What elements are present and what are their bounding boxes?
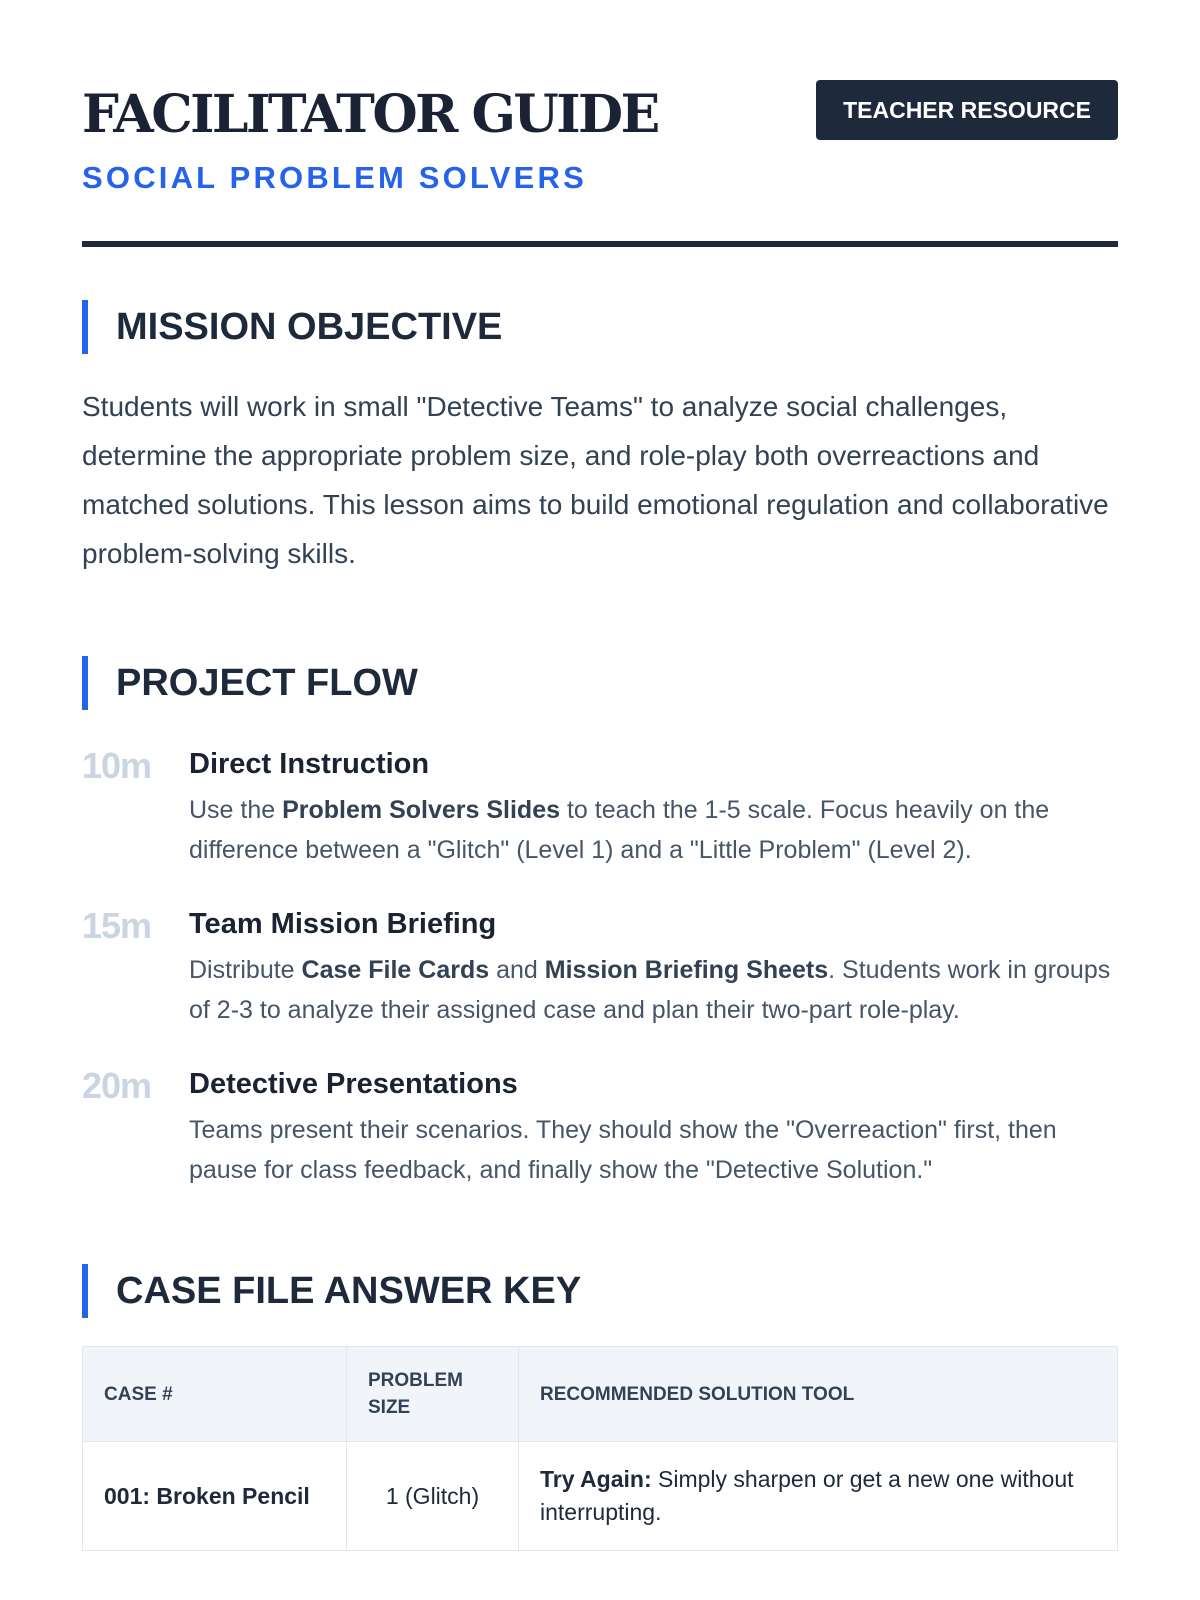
column-header-solution-tool: RECOMMENDED SOLUTION TOOL [519,1347,1118,1442]
table-header-row [83,1347,1118,1442]
step-description: Teams present their scenarios. They should show the "Overreaction" first, then pause for class feedback, and finally show the "Detective Solution." [189,1116,1057,1184]
step-description-text: . Students work in groups of 2-3 to analyze their assigned case and plan their two-part role-play. [189,956,1111,1024]
solution-tool-name: Try Again: [540,1466,652,1492]
project-flow-steps [82,746,1118,1190]
flow-step-team-mission-briefing [82,906,1118,1030]
mission-objective-heading: MISSION OBJECTIVE [82,300,1118,354]
material-name: Problem Solvers Slides [282,796,561,824]
step-description [189,950,1118,1030]
step-title: Team Mission Briefing [189,908,497,940]
page-subtitle: SOCIAL PROBLEM SOLVERS [82,160,588,195]
problem-size-cell: 1 (Glitch) [347,1442,519,1551]
step-description [189,790,1118,870]
step-body [189,906,1118,1030]
column-header-case: CASE # [83,1347,347,1442]
project-flow-heading: PROJECT FLOW [82,656,1118,710]
flow-step-direct-instruction [82,746,1118,870]
step-duration: 10m [82,745,152,786]
mission-objective-text: Students will work in small "Detective Teams" to analyze social challenges, determine the appropriate problem size, and role-play both overreactions and matched solutions. This lesson aims to build emotional regulation and collaborative problem-solving skills. [82,391,1109,569]
solution-tool-cell [519,1442,1118,1551]
step-description-text: Distribute [189,956,302,984]
step-duration: 15m [82,905,152,946]
solution-tool-description: Simply sharpen or get a new one without interrupting. [540,1466,1074,1525]
step-title: Direct Instruction [189,748,430,780]
teacher-resource-badge: TEACHER RESOURCE [816,80,1118,140]
answer-key-table [82,1346,1118,1551]
case-cell: 001: Broken Pencil [83,1442,347,1551]
step-title: Detective Presentations [189,1068,518,1100]
material-name: Mission Briefing Sheets [544,956,829,984]
flow-step-detective-presentations [82,1066,1118,1190]
material-name: Case File Cards [301,956,490,984]
step-body [189,746,1118,870]
step-duration: 20m [82,1065,152,1106]
table-row [83,1442,1118,1551]
case-file-answer-key-section [82,1264,1118,1551]
mission-objective-section [82,300,1118,578]
answer-key-heading: CASE FILE ANSWER KEY [82,1264,1118,1318]
page-title: FACILITATOR GUIDE [82,84,658,145]
step-description-text: to teach the 1-5 scale. Focus heavily on the difference between a "Glitch" (Level 1) and a "Little Problem" (Level 2). [189,796,1050,864]
project-flow-section [82,656,1118,1190]
guide-header [82,0,1118,248]
step-body [189,1066,1118,1190]
column-header-problem-size: PROBLEM SIZE [347,1347,519,1442]
header-divider [82,241,1118,247]
step-description-text: Use the [189,796,283,824]
step-description-text: and [489,956,545,984]
